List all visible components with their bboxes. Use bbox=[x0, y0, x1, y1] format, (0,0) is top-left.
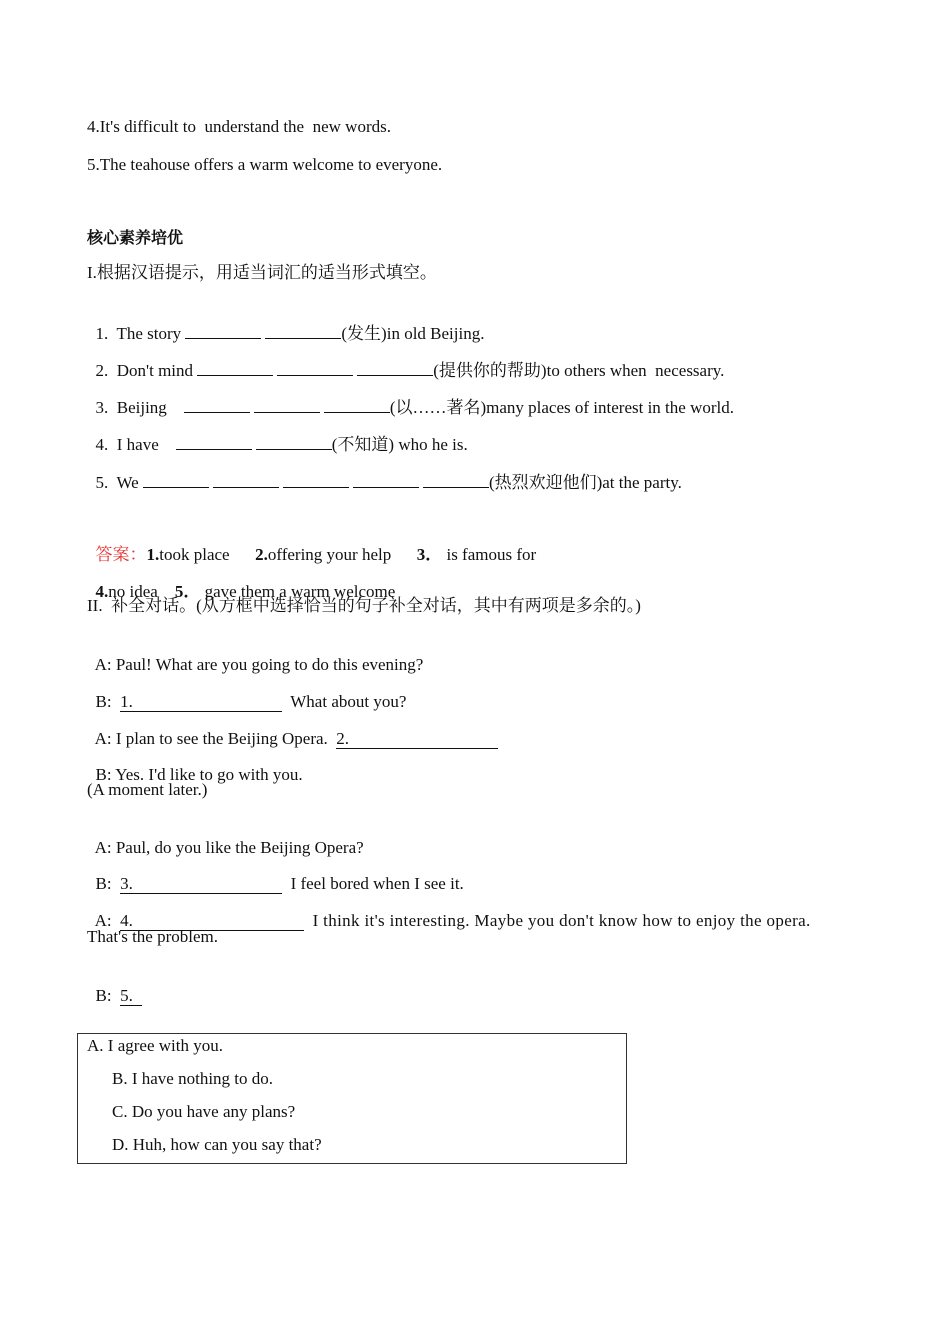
answer-number: 2. bbox=[255, 545, 268, 564]
item-text-before: The story bbox=[116, 324, 186, 343]
answer-text: is famous for bbox=[446, 545, 537, 564]
fill-blank[interactable] bbox=[213, 471, 279, 488]
item-text-after: to others when necessary. bbox=[546, 361, 725, 380]
chinese-hint: (以……著名) bbox=[389, 398, 487, 417]
dialogue-text: I feel bored when I see it. bbox=[290, 874, 464, 893]
item-text-before: We bbox=[116, 473, 143, 492]
chinese-hint: (不知道) bbox=[331, 435, 395, 454]
fill-blank[interactable] bbox=[256, 433, 332, 450]
fill-blank[interactable] bbox=[423, 471, 489, 488]
fill-blank[interactable] bbox=[353, 471, 419, 488]
dialogue-text: Paul, do you like the Beijing Opera? bbox=[115, 838, 364, 857]
dialogue-blank-2[interactable]: 2. bbox=[336, 730, 498, 749]
answer-label: 答案： bbox=[95, 545, 147, 564]
item-number: 5. bbox=[95, 473, 109, 492]
chinese-hint: (热烈欢迎他们) bbox=[488, 473, 603, 492]
exercise-item-5 bbox=[87, 449, 682, 494]
fill-blank[interactable] bbox=[283, 471, 349, 488]
dialogue-stage-direction: (A moment later.) bbox=[87, 780, 208, 799]
dialogue-text: Paul! What are you going to do this evening? bbox=[115, 655, 424, 674]
part1-instruction: I.根据汉语提示，用适当词汇的适当形式填空。 bbox=[87, 263, 437, 282]
answer-text: took place bbox=[159, 545, 230, 564]
answer-number: 4. bbox=[95, 582, 109, 601]
answer-text: no idea bbox=[108, 582, 158, 601]
part2-instruction: II. 补全对话。(从方框中选择恰当的句子补全对话，其中有两项是多余的。) bbox=[87, 596, 641, 615]
dialogue-blank-3[interactable]: 3. bbox=[120, 875, 282, 894]
item-number: 2. bbox=[95, 361, 109, 380]
speaker: B: bbox=[95, 692, 112, 711]
dialogue-line-8 bbox=[87, 963, 142, 1007]
dialogue-blank-1[interactable]: 1. bbox=[120, 693, 282, 712]
item-text-after: who he is. bbox=[394, 435, 468, 454]
dialogue-text: I think it's interesting. Maybe you don't know how to enjoy the opera. bbox=[312, 911, 811, 930]
speaker: A: bbox=[94, 911, 112, 930]
option-c: C. Do you have any plans? bbox=[112, 1102, 296, 1121]
speaker: B: bbox=[95, 874, 112, 893]
fill-blank[interactable] bbox=[176, 433, 252, 450]
answer-number: 3． bbox=[416, 545, 443, 564]
option-a: A. I agree with you. bbox=[87, 1036, 223, 1055]
sentence-4: 4.It's difficult to understand the new words. bbox=[87, 117, 391, 136]
dialogue-blank-5[interactable]: 5. bbox=[120, 987, 142, 1006]
option-d: D. Huh, how can you say that? bbox=[112, 1135, 322, 1154]
option-b: B. I have nothing to do. bbox=[112, 1069, 274, 1088]
fill-blank[interactable] bbox=[143, 471, 209, 488]
item-text-after: many places of interest in the world. bbox=[486, 398, 734, 417]
dialogue-continuation: That's the problem. bbox=[87, 927, 219, 946]
item-text-before: Don't mind bbox=[116, 361, 198, 380]
item-text-after: at the party. bbox=[602, 473, 682, 492]
dialogue-text: What about you? bbox=[290, 692, 407, 711]
answer-number: 1. bbox=[146, 545, 160, 564]
speaker: A: bbox=[94, 655, 112, 674]
dialogue-blank-4[interactable]: 4. bbox=[120, 912, 304, 931]
section-title: 核心素养培优 bbox=[87, 228, 184, 247]
answer-text: offering your help bbox=[267, 545, 392, 564]
dialogue-text: Yes. I'd like to go with you. bbox=[115, 765, 303, 784]
answer-text: gave them a warm welcome bbox=[204, 582, 396, 601]
item-text-after: in old Beijing. bbox=[386, 324, 485, 343]
speaker: B: bbox=[95, 986, 112, 1005]
dialogue-text: I plan to see the Beijing Opera. bbox=[115, 729, 328, 748]
item-number: 3. bbox=[95, 398, 109, 417]
chinese-hint: (提供你的帮助) bbox=[433, 361, 547, 380]
speaker: A: bbox=[94, 729, 112, 748]
chinese-hint: (发生) bbox=[341, 324, 387, 343]
speaker: B: bbox=[95, 765, 112, 784]
item-text-before: I have bbox=[116, 435, 176, 454]
options-box bbox=[77, 1033, 627, 1164]
speaker: A: bbox=[94, 838, 112, 857]
item-number: 4. bbox=[95, 435, 109, 454]
item-text-before: Beijing bbox=[116, 398, 184, 417]
item-number: 1. bbox=[95, 324, 109, 343]
sentence-5: 5.The teahouse offers a warm welcome to everyone. bbox=[87, 155, 443, 174]
answer-number: 5． bbox=[174, 582, 201, 601]
